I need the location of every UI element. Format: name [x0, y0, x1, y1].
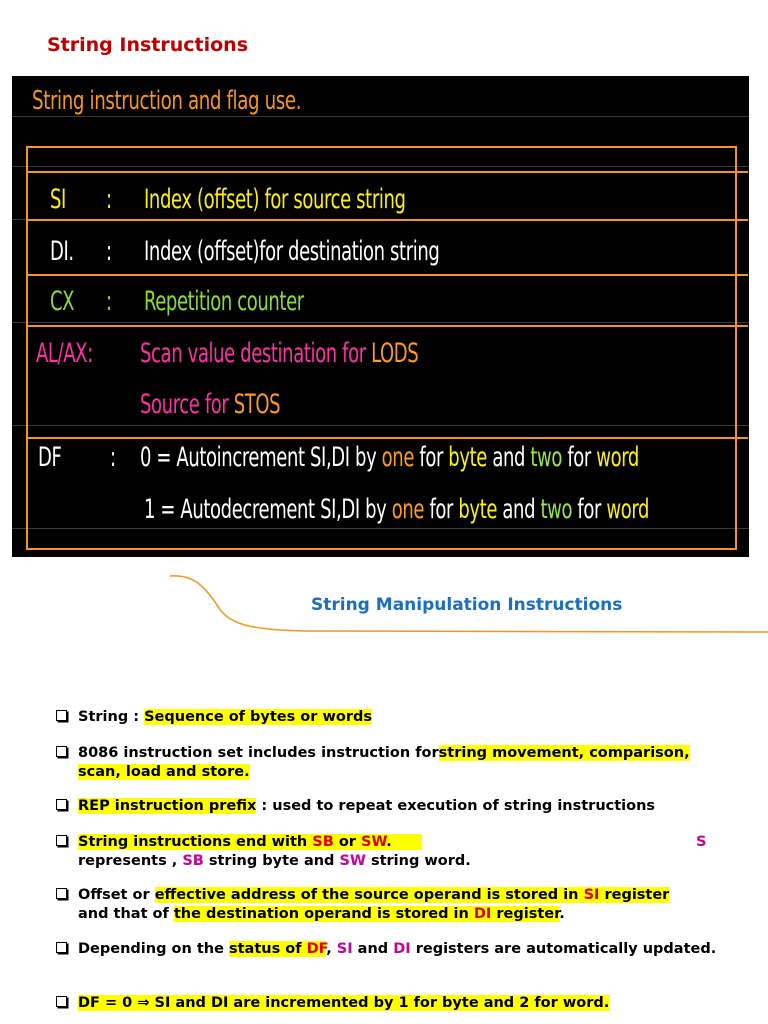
reg-al-ax: AL/AX:	[36, 338, 93, 369]
bullet-icon	[56, 942, 67, 953]
desc-al-ax-2: Source for STOS	[140, 389, 281, 420]
list-item: String : Sequence of bytes or words	[56, 708, 736, 727]
desc-cx: Repetition counter	[144, 286, 304, 317]
reg-si: SI	[50, 184, 66, 215]
section-title: String Manipulation Instructions	[311, 595, 623, 615]
desc-di: Index (offset)for destination string	[144, 236, 440, 267]
table-divider	[26, 325, 748, 327]
separator: :	[110, 442, 116, 473]
table-divider	[26, 274, 748, 276]
separator: :	[106, 236, 112, 267]
table-divider	[26, 437, 748, 439]
page-title: String Instructions	[47, 34, 249, 56]
table-divider	[26, 219, 748, 221]
desc-si: Index (offset) for source string	[144, 184, 406, 215]
bullet-icon	[56, 835, 67, 846]
desc-df-2: 1 = Autodecrement SI,DI by one for byte and two for word	[144, 494, 650, 525]
bullet-icon	[56, 710, 67, 721]
bullet-icon	[56, 996, 67, 1007]
bullet-icon	[56, 888, 67, 899]
separator: :	[106, 184, 112, 215]
ruled-line	[12, 116, 749, 117]
list-item: Offset or effective address of the source operand is stored in SI register and that of the destination operand is stored in DI register.	[56, 886, 736, 924]
bullet-icon	[56, 746, 67, 757]
list-item: Depending on the status of DF, SI and DI registers are automatically updated.	[56, 940, 736, 959]
list-item: 8086 instruction set includes instruction forstring movement, comparison, scan, load and store.	[56, 744, 736, 782]
list-item: REP instruction prefix : used to repeat execution of string instructions	[56, 797, 736, 816]
list-item: String instructions end with SB or SW. S represents , SB string byte and SW string word.	[56, 833, 736, 871]
blackboard-image	[12, 76, 749, 557]
reg-df: DF	[38, 442, 62, 473]
list-item: DF = 0 ⇒ SI and DI are incremented by 1 for byte and 2 for word.	[56, 994, 736, 1013]
board-title: String instruction and flag use.	[32, 86, 302, 116]
desc-df-1: 0 = Autoincrement SI,DI by one for byte and two for word	[140, 442, 639, 473]
bullet-icon	[56, 799, 67, 810]
table-divider	[26, 171, 748, 173]
separator: :	[106, 286, 112, 317]
reg-di: DI.	[50, 236, 74, 267]
desc-al-ax: Scan value destination for LODS	[140, 338, 419, 369]
reg-cx: CX	[50, 286, 75, 317]
